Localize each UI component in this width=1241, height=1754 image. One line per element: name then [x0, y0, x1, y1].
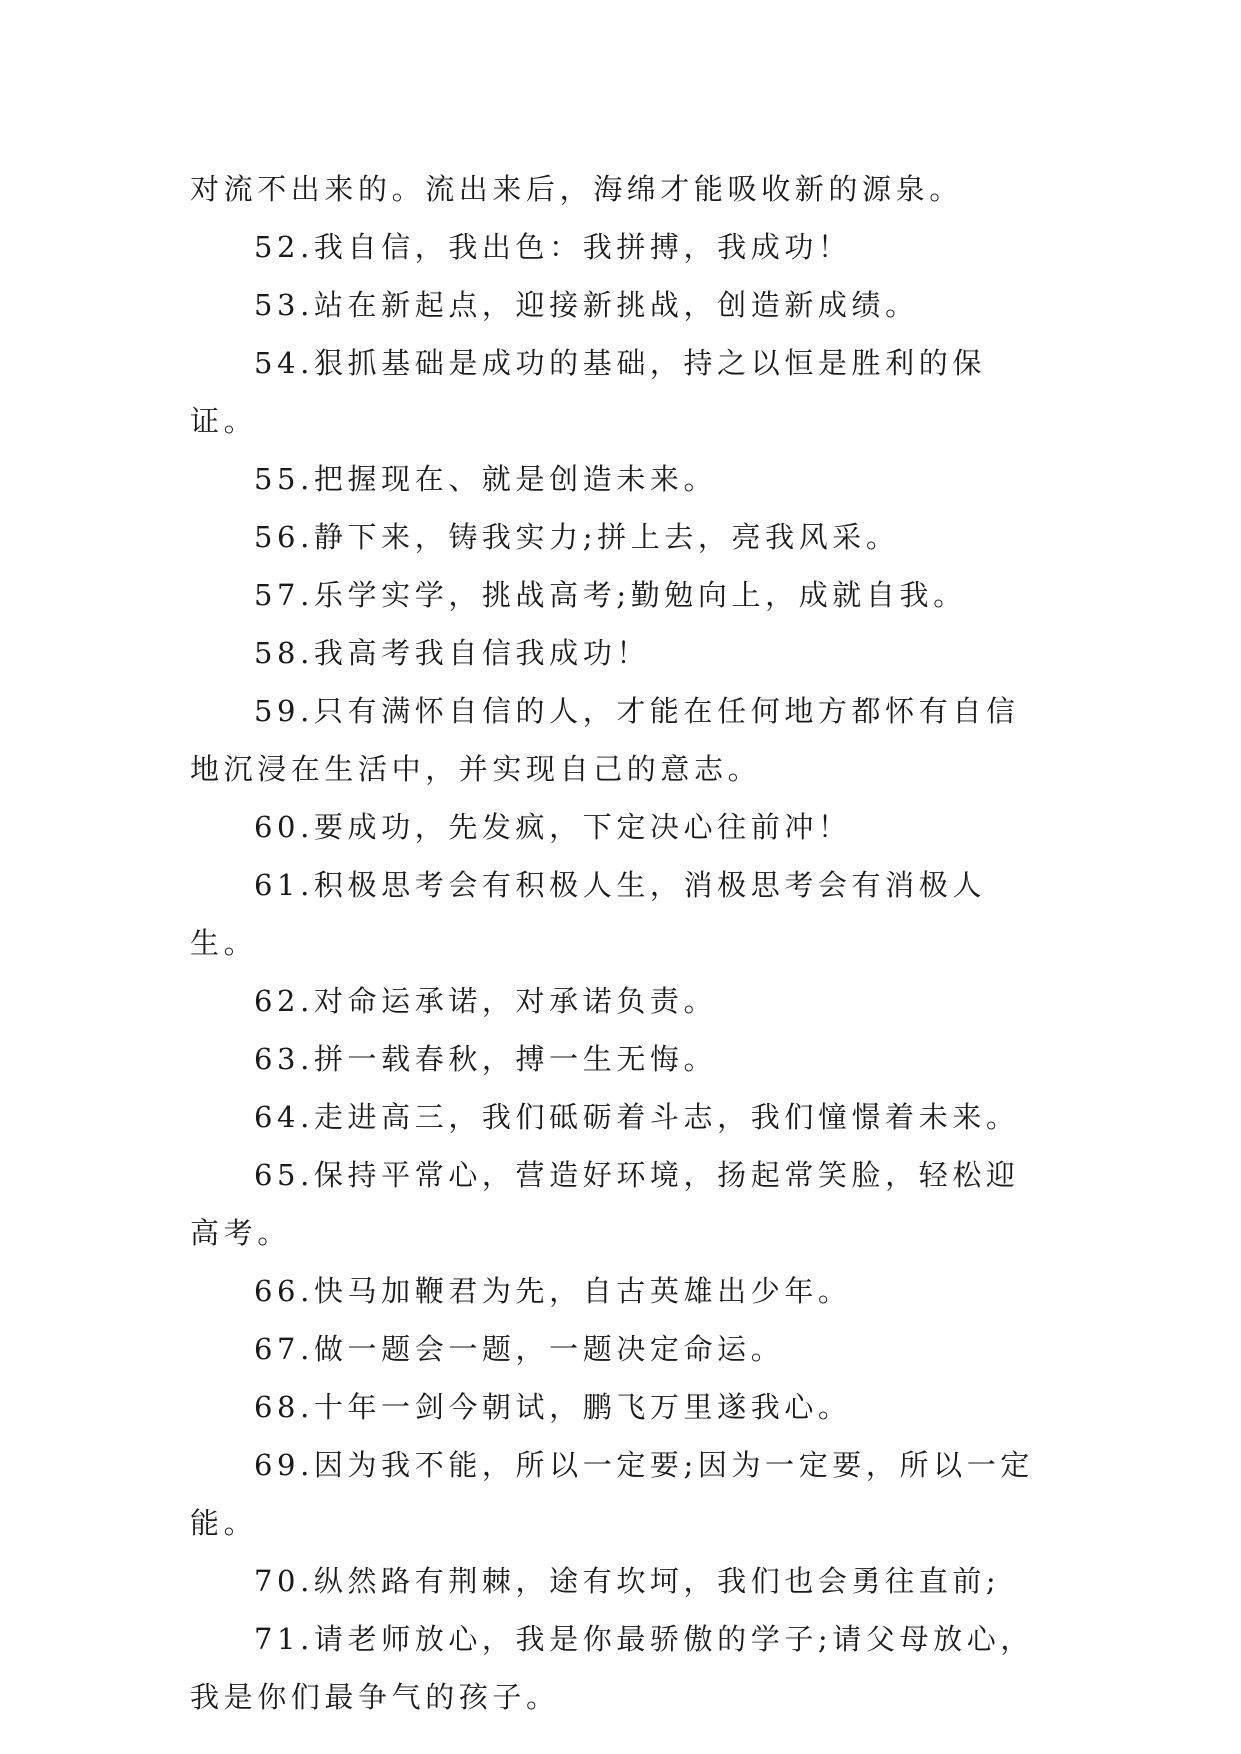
list-item-62: 62.对命运承诺，对承诺负责。: [254, 984, 718, 1018]
list-item-69: 69.因为我不能，所以一定要;因为一定要，所以一定能。: [190, 1448, 1034, 1540]
list-item-67: 67.做一题会一题，一题决定命运。: [254, 1332, 785, 1366]
list-item-54: 54.狠抓基础是成功的基础，持之以恒是胜利的保证。: [190, 346, 986, 438]
list-item-65: 65.保持平常心，营造好环境，扬起常笑脸，轻松迎高考。: [190, 1158, 1020, 1250]
paragraph-continuation: 对流不出来的。流出来后，海绵才能吸收新的源泉。: [190, 172, 963, 206]
list-item-57: 57.乐学实学，挑战高考;勤勉向上，成就自我。: [254, 578, 967, 612]
list-item-70: 70.纵然路有荆棘，途有坎坷，我们也会勇往直前;: [254, 1564, 1001, 1598]
list-item-56: 56.静下来，铸我实力;拼上去，亮我风采。: [254, 520, 900, 554]
list-item-66: 66.快马加鞭君为先，自古英雄出少年。: [254, 1274, 852, 1308]
list-item-71: 71.请老师放心，我是你最骄傲的学子;请父母放心，我是你们最争气的孩子。: [190, 1622, 1034, 1714]
list-item-68: 68.十年一剑今朝试，鹏飞万里遂我心。: [254, 1390, 852, 1424]
list-item-63: 63.拼一载春秋，搏一生无悔。: [254, 1042, 718, 1076]
list-item-60: 60.要成功，先发疯，下定决心往前冲！: [254, 810, 852, 844]
list-item-64: 64.走进高三，我们砥砺着斗志，我们憧憬着未来。: [254, 1100, 1020, 1134]
list-item-59: 59.只有满怀自信的人，才能在任何地方都怀有自信地沉浸在生活中，并实现自己的意志。: [190, 694, 1020, 786]
list-item-61: 61.积极思考会有积极人生，消极思考会有消极人生。: [190, 868, 986, 960]
list-item-55: 55.把握现在、就是创造未来。: [254, 462, 718, 496]
document-body: [190, 160, 1050, 1726]
list-item-52: 52.我自信，我出色：我拼搏，我成功！: [254, 230, 852, 264]
list-item-53: 53.站在新起点，迎接新挑战，创造新成绩。: [254, 288, 919, 322]
list-item-58: 58.我高考我自信我成功！: [254, 636, 650, 670]
